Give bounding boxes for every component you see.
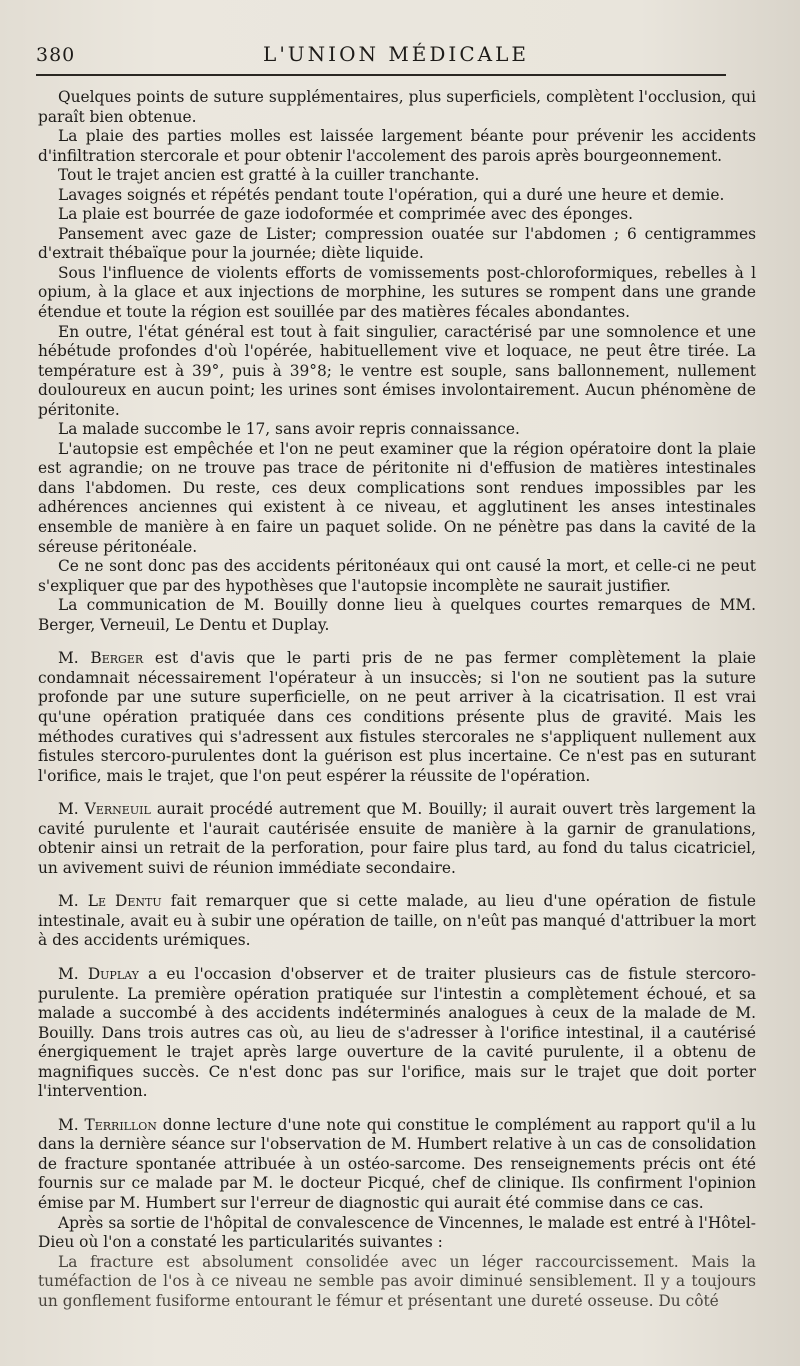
- paragraph-duplay: [38, 965, 756, 1102]
- speaker-name: Duplay: [87, 964, 139, 983]
- running-title: L'UNION MÉDICALE: [263, 42, 529, 66]
- page-header: [36, 42, 756, 72]
- speaker-title: M.: [58, 964, 88, 983]
- paragraph-le-dentu: [38, 892, 756, 951]
- paragraph: L'autopsie est empêchée et l'on ne peut examiner que la région opératoire dont la plaie est agrandie; on ne trouve pas trace de péritonite ni d'effusion de matières intestinales dans l'abdomen. Du reste, ces deux complications sont rendues impossibles par les adhérences anciennes qui existent à ce niveau, et agglutinent les anses intestinales ensemble de manière à en faire un paquet solide. On ne pénètre pas dans la cavité de la séreuse péritonéale.: [38, 439, 756, 556]
- paragraph: Lavages soignés et répétés pendant toute l'opération, qui a duré une heure et demie.: [58, 185, 725, 204]
- paragraph: Pansement avec gaze de Lister; compression ouatée sur l'abdomen ; 6 centigrammes d'extrait thébaïque pour la journée; diète liquide.: [38, 224, 756, 263]
- speaker-title: M.: [58, 1115, 85, 1134]
- article-body: [38, 88, 756, 1311]
- header-rule: [36, 74, 726, 76]
- paragraph: Sous l'influence de violents efforts de vomissements post-chloroformiques, rebelles à l opium, à la glace et aux injections de morphine, les sutures se rompent dans une grande étendue et toute la région est souillée par des matières fécales abondantes.: [38, 263, 756, 322]
- paragraph: La communication de M. Bouilly donne lieu à quelques courtes remarques de MM. Berger, Verneuil, Le Dentu et Duplay.: [38, 596, 756, 634]
- paragraph-text: donne lecture d'une note qui constitue le complément au rapport qu'il a lu dans la dernière séance sur l'observation de M. Humbert relative à un cas de consolidation de fracture spontanée attribuée à un ostéo-sarcome. Des renseignements précis ont été fournis sur ce malade par M. le docteur Picqué, chef de clinique. Ils confirment l'opinion émise par M. Humbert sur l'erreur de diagnostic qui aurait été commise dans ce cas.: [38, 1115, 756, 1212]
- paragraph-text: fait remarquer que si cette malade, au lieu d'une opération de fistule intestinale, avait eu à subir une opération de taille, on n'eût pas manqué d'attribuer la mort à des accidents urémiques.: [38, 892, 757, 950]
- paragraph: En outre, l'état général est tout à fait singulier, caractérisé par une somnolence et une hébétude profondes d'où l'opérée, habituellement vive et loquace, ne peut être tirée. La température est à 39°, puis à 39°8; le ventre est souple, sans ballonnement, nullement douloureux en aucun point; les urines sont émises involontairement. Aucun phénomène de péritonite.: [38, 322, 756, 419]
- speaker-name: Berger: [90, 649, 144, 668]
- speaker-title: M.: [58, 892, 88, 911]
- paragraph-text: a eu l'occasion d'observer et de traiter plusieurs cas de fistule stercoro-purulente. La première opération pratiquée sur l'intestin a complètement échoué, et sa malade a succombé à des accidents indéterminés analogues à ceux de la malade de M. Bouilly. Dans trois autres cas où, au lieu de s'adresser à l'orifice intestinal, il a cautérisé énergiquement le trajet après large ouverture de la cavité purulente, il a obtenu de magnifiques succès. Ce n'est donc pas sur l'orifice, mais sur le trajet que doit porter l'intervention.: [38, 964, 756, 1101]
- paragraph-terrillon: [38, 1116, 756, 1214]
- speaker-name: Le Dentu: [87, 892, 162, 911]
- paragraph: Ce ne sont donc pas des accidents péritonéaux qui ont causé la mort, et celle-ci ne peut s'expliquer que par des hypothèses que l'autopsie incomplète ne saurait justifier.: [38, 557, 756, 595]
- paragraph: La plaie des parties molles est laissée largement béante pour prévenir les accidents d'infiltration stercorale et pour obtenir l'accolement des parois après bourgeonnement.: [38, 127, 756, 165]
- paragraph: La fracture est absolument consolidée avec un léger raccourcissement. Mais la tuméfaction de l'os à ce niveau ne semble pas avoir diminué sensiblement. Il y a toujours un gonflement fusiforme entourant le fémur et présentant une dureté osseuse. Du côté: [38, 1252, 756, 1310]
- paragraph: Tout le trajet ancien est gratté à la cuiller tranchante.: [58, 166, 480, 185]
- speaker-title: M.: [58, 800, 85, 819]
- speaker-name: Verneuil: [84, 800, 151, 819]
- paragraph-verneuil: [38, 800, 756, 878]
- paragraph-text: aurait procédé autrement que M. Bouilly; il aurait ouvert très largement la cavité purulente et l'aurait cautérisée ensuite de manière à la garnir de granulations, obtenir ainsi un retrait de la perforation, pour faire plus tard, au fond du talus cicatriciel, un avivement suivi de réunion immédiate secondaire.: [38, 800, 756, 877]
- paragraph: Quelques points de suture supplémentaires, plus superficiels, complètent l'occlusion, qui paraît bien obtenue.: [38, 88, 756, 126]
- speaker-name: Terrillon: [84, 1115, 157, 1134]
- speaker-title: M.: [58, 649, 91, 668]
- page-number: 380: [36, 44, 76, 66]
- paragraph: La plaie est bourrée de gaze iodoformée et comprimée avec des éponges.: [58, 205, 634, 224]
- paragraph-berger: [38, 649, 756, 786]
- paragraph: Après sa sortie de l'hôpital de convalescence de Vincennes, le malade est entré à l'Hôtel-Dieu où l'on a constaté les particularités suivantes :: [38, 1213, 756, 1252]
- paragraph: La malade succombe le 17, sans avoir repris connaissance.: [58, 420, 520, 439]
- paragraph-text: est d'avis que le parti pris de ne pas fermer complètement la plaie condamnait nécessairement l'opérateur à un insuccès; si l'on ne soutient pas la suture profonde par une suture superficielle, on ne peut arriver à la cicatrisation. Il est vrai qu'une opération pratiquée dans ces conditions présente plus de gravité. Mais les méthodes curatives qui s'adressent aux fistules stercorales ne s'appliquent nullement aux fistules stercoro-purulentes dont la guérison est plus incertaine. Ce n'est pas en suturant l'orifice, mais le trajet, que l'on peut espérer la réussite de l'opération.: [38, 649, 756, 785]
